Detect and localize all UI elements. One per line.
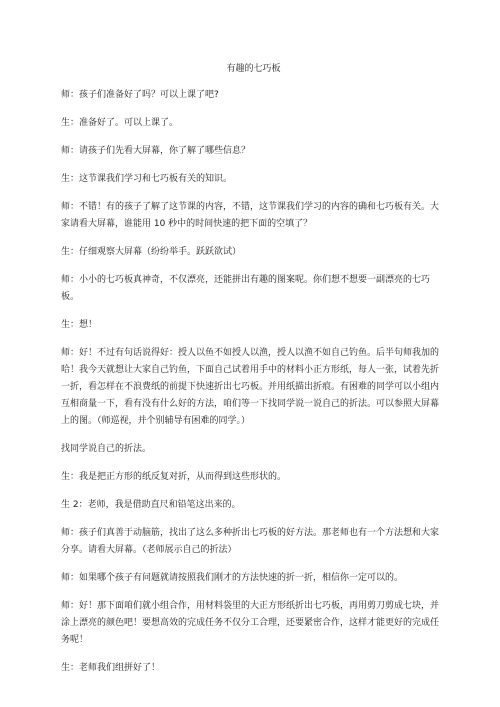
document-body <box>61 87 446 677</box>
dialogue-paragraph: 生：想！ <box>61 320 98 330</box>
document-title: 有趣的七巧板 <box>226 64 281 74</box>
dialogue-paragraph: 师：不错！有的孩子了解了这节课的内容，不错，这节课我们学习的内容的确和七巧板有关。大家请看大屏幕，谁能用 10 秒中的时间快速的把下面的空填了？ <box>61 202 440 229</box>
dialogue-paragraph: 找同学说自己的折法。 <box>61 444 152 454</box>
dialogue-paragraph: 生 2：老师，我是借助直尺和铅笔这出来的。 <box>61 500 241 510</box>
dialogue-paragraph: 师：如果哪个孩子有问题就请按照我们刚才的方法快速的折一折，相信你一定可以的。 <box>61 573 404 583</box>
dialogue-paragraph: 师：孩子们准备好了吗？可以上课了吧? <box>61 90 219 100</box>
dialogue-paragraph: 师：小小的七巧板真神奇，不仅漂亮，还能拼出有趣的图案呢。你们想不想要一副漂亮的七巧板。 <box>61 275 431 302</box>
dialogue-paragraph: 生：准备好了。可以上课了。 <box>61 118 179 128</box>
dialogue-paragraph: 生：我是把正方形的纸反复对折，从而得到这些形状的。 <box>61 472 287 482</box>
dialogue-paragraph: 师：好！那下面咱们就小组合作，用材料袋里的大正方形纸折出七巧板，再用剪刀剪成七块，并涂上漂亮的颜色吧！要想高效的完成任务不仅分工合理，还要紧密合作，这样才能更好的完成任务呢！ <box>61 601 440 645</box>
dialogue-paragraph: 生：仔细观察大屏幕（纷纷举手。跃跃欲试） <box>61 247 242 257</box>
dialogue-paragraph: 生：老师我们组拼好了！ <box>61 663 161 673</box>
dialogue-paragraph: 师：孩子们真善于动脑筋，找出了这么多种折出七巧板的好方法。那老师也有一个方法想和大家分享。请看大屏幕。（老师展示自己的折法） <box>61 528 440 555</box>
dialogue-paragraph: 师：请孩子们先看大屏幕，你了解了哪些信息？ <box>61 146 251 156</box>
dialogue-paragraph: 师：好！不过有句话说得好：授人以鱼不如授人以渔，授人以渔不如自己钓鱼。后半句师我加的哈！我今天就想让大家自己钓鱼，下面自己试着用手中的材料小正方形纸，每人一张，试着先折一折，看怎样在不浪费纸的前提下快速折出七巧板。并用纸描出折痕。有困难的同学可以小组内互相商量一下，看有没有什么好的方法，咱们等一下找同学说一说自己的折法。可以参照大屏幕上的图。（师巡视，并个别辅导有困难的同学。） <box>61 348 440 426</box>
dialogue-paragraph: 生：这节课我们学习和七巧板有关的知识。 <box>61 174 233 184</box>
